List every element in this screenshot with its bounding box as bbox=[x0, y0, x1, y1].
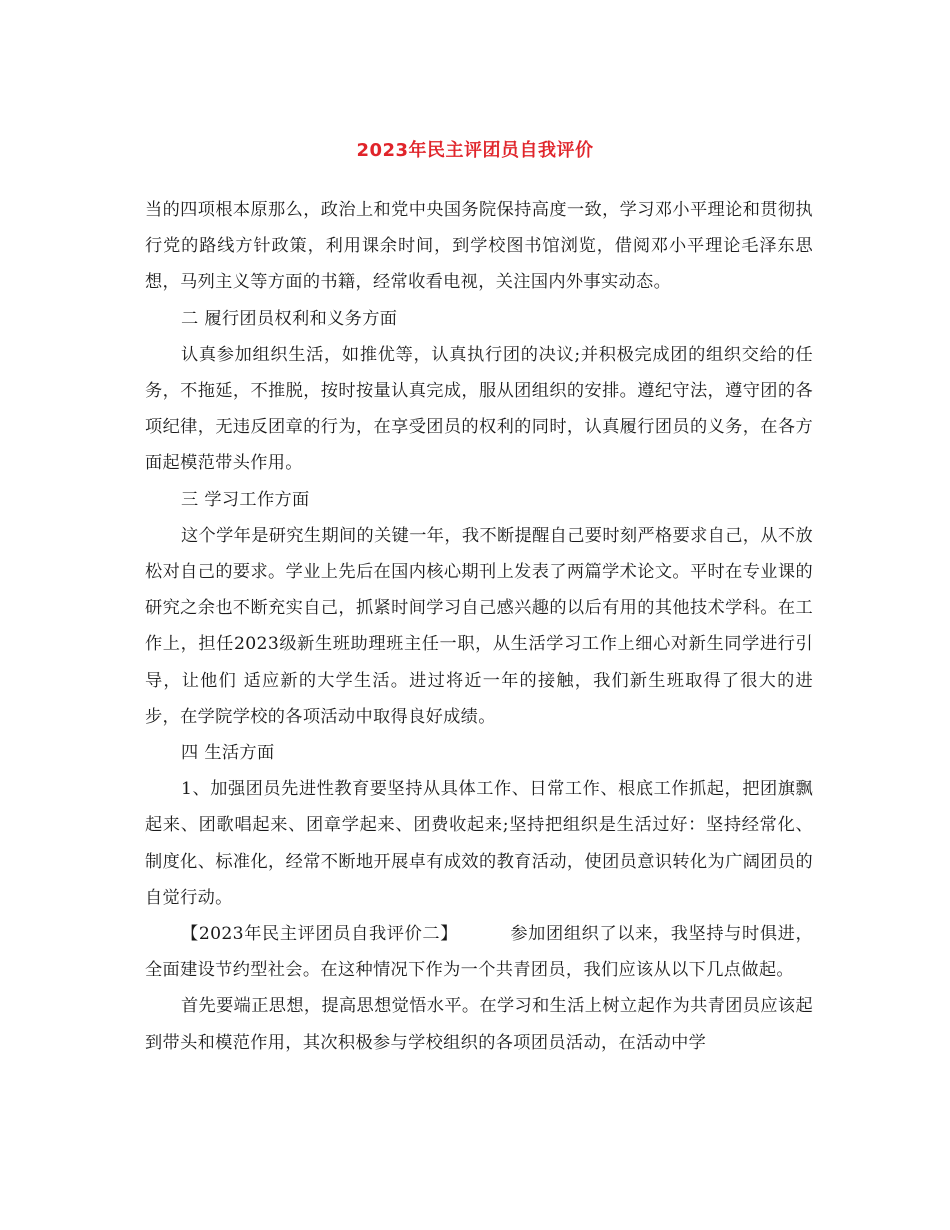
paragraph-rights-duties: 认真参加组织生活，如推优等，认真执行团的决议;并积极完成团的组织交给的任务，不拖延，不推脱，按时按量认真完成，服从团组织的安排。遵纪守法，遵守团的各项纪律，无违反团章的行为，在享受团员的权利的同时，认真履行团员的义务，在各方面起模范带头作用。 bbox=[145, 344, 813, 474]
paragraph-life: 1、加强团员先进性教育要坚持从具体工作、日常工作、根底工作抓起，把团旗飘起来、团歌唱起来、团章学起来、团费收起来;坚持把组织是生活过好：坚持经常化、制度化、标准化，经常不断地开展卓有成效的教育活动，使团员意识转化为广阔团员的自觉行动。 bbox=[145, 779, 813, 908]
paragraph-study-work: 这个学年是研究生期间的关键一年，我不断提醒自己要时刻严格要求自己，从不放松对自己的要求。学业上先后在国内核心期刊上发表了两篇学术论文。平时在专业课的研究之余也不断充实自己，抓紧时间学习自己感兴趣的以后有用的其他技术学科。在工作上，担任2023级新生班助理班主任一职，从生活学习工作上细心对新生同学进行引导，让他们 适应新的大学生活。进过将近一年的接触，我们新生班取得了很大的进步，在学院学校的各项活动中取得良好成绩。 bbox=[145, 525, 813, 727]
document-title: 2023年民主评团员自我评价 bbox=[356, 140, 594, 161]
evaluation-two-text: 参加团组织了以来，我坚持与时俱进，全面建设节约型社会。在这种情况下作为一个共青团员，我们应该从以下几点做起。 bbox=[145, 924, 813, 981]
evaluation-two-heading: 【2023年民主评团员自我评价二】 bbox=[181, 924, 459, 945]
section-heading-4: 四 生活方面 bbox=[181, 743, 275, 764]
document-body bbox=[145, 192, 813, 1061]
section-heading-2: 二 履行团员权利和义务方面 bbox=[181, 308, 398, 329]
paragraph-first-point: 首先要端正思想，提高思想觉悟水平。在学习和生活上树立起作为共青团员应该起到带头和模范作用，其次积极参与学校组织的各项团员活动，在活动中学 bbox=[145, 996, 813, 1053]
section-heading-3: 三 学习工作方面 bbox=[181, 489, 310, 510]
paragraph-intro: 当的四项根本原那么，政治上和党中央国务院保持高度一致，学习邓小平理论和贯彻执行党的路线方针政策，利用课余时间，到学校图书馆浏览，借阅邓小平理论毛泽东思想，马列主义等方面的书籍，经常收看电视，关注国内外事实动态。 bbox=[145, 200, 813, 293]
paragraph-evaluation-two bbox=[145, 916, 813, 988]
